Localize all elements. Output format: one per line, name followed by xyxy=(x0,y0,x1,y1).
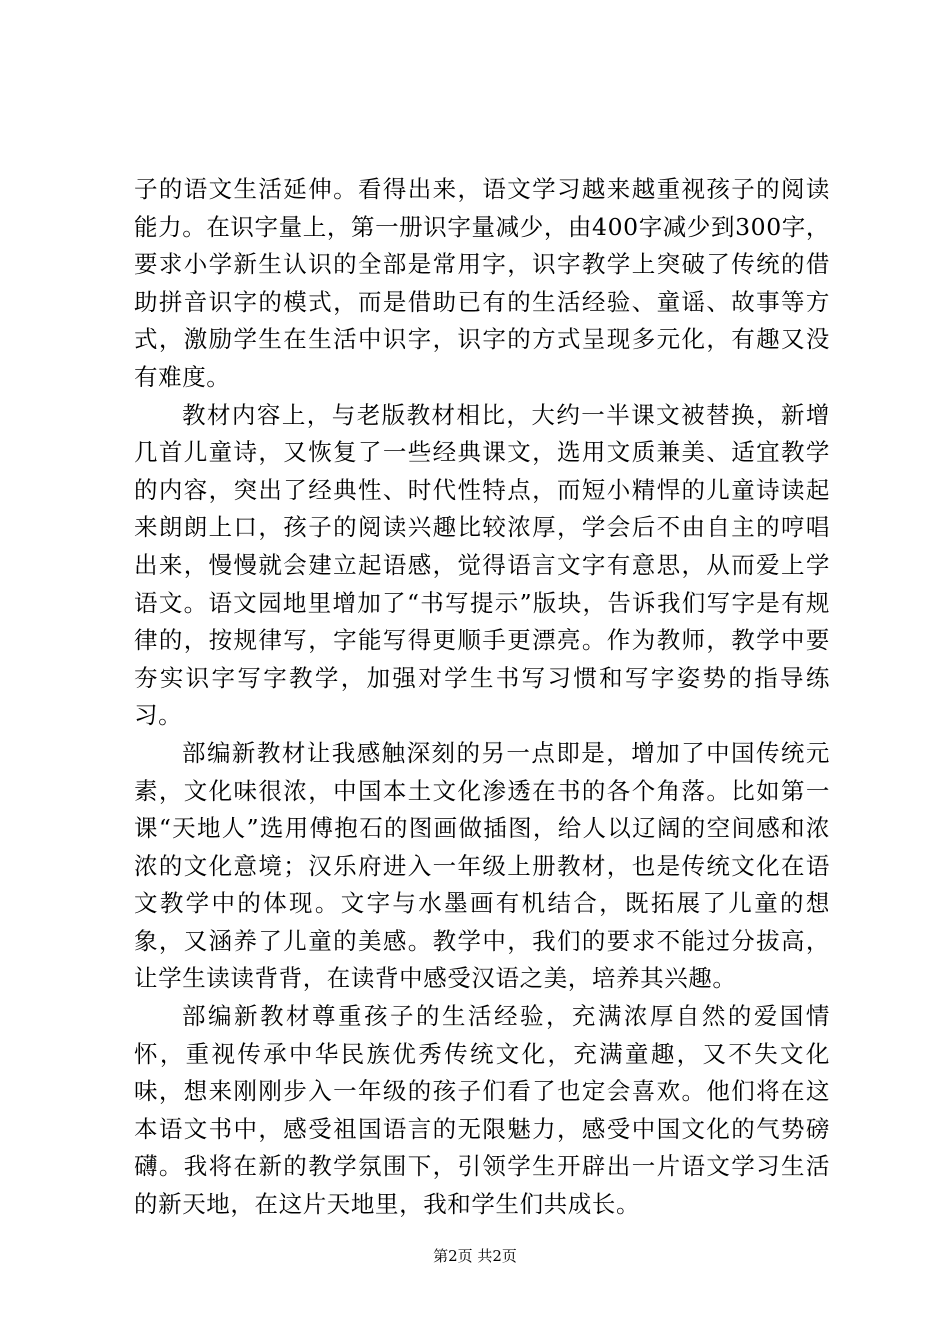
paragraph-2: 教材内容上，与老版教材相比，大约一半课文被替换，新增几首儿童诗，又恢复了一些经典课文，选用文质兼美、适宜教学的内容，突出了经典性、时代性特点，而短小精悍的儿童诗读起来朗朗上口，孩子的阅读兴趣比较浓厚，学会后不由自主的哼唱出来，慢慢就会建立起语感，觉得语言文字有意思，从而爱上学语文。语文园地里增加了“书写提示”版块，告诉我们写字是有规律的，按规律写，字能写得更顺手更漂亮。作为教师，教学中要夯实识字写字教学，加强对学生书写习惯和写字姿势的指导练习。 xyxy=(134,400,830,730)
paragraph-1: 子的语文生活延伸。看得出来，语文学习越来越重视孩子的阅读能力。在识字量上，第一册识字量减少，由400字减少到300字，要求小学新生认识的全部是常用字，识字教学上突破了传统的借助拼音识字的模式，而是借助已有的生活经验、童谣、故事等方式，激励学生在生活中识字，识字的方式呈现多元化，有趣又没有难度。 xyxy=(134,175,830,391)
paragraph-3: 部编新教材让我感触深刻的另一点即是，增加了中国传统元素，文化味很浓，中国本土文化渗透在书的各个角落。比如第一课“天地人”选用傅抱石的图画做插图，给人以辽阔的空间感和浓浓的文化意境；汉乐府进入一年级上册教材，也是传统文化在语文教学中的体现。文字与水墨画有机结合，既拓展了儿童的想象，又涵养了儿童的美感。教学中，我们的要求不能过分拔高，让学生读读背背，在读背中感受汉语之美，培养其兴趣。 xyxy=(134,738,830,993)
document-body xyxy=(134,171,830,1224)
page-number-footer: 第2页 共2页 xyxy=(433,1247,517,1265)
paragraph-4: 部编新教材尊重孩子的生活经验，充满浓厚自然的爱国情怀，重视传承中华民族优秀传统文化，充满童趣，又不失文化味，想来刚刚步入一年级的孩子们看了也定会喜欢。他们将在这本语文书中，感受祖国语言的无限魅力，感受中国文化的气势磅礴。我将在新的教学氛围下，引领学生开辟出一片语文学习生活的新天地，在这片天地里，我和学生们共成长。 xyxy=(134,1002,830,1219)
